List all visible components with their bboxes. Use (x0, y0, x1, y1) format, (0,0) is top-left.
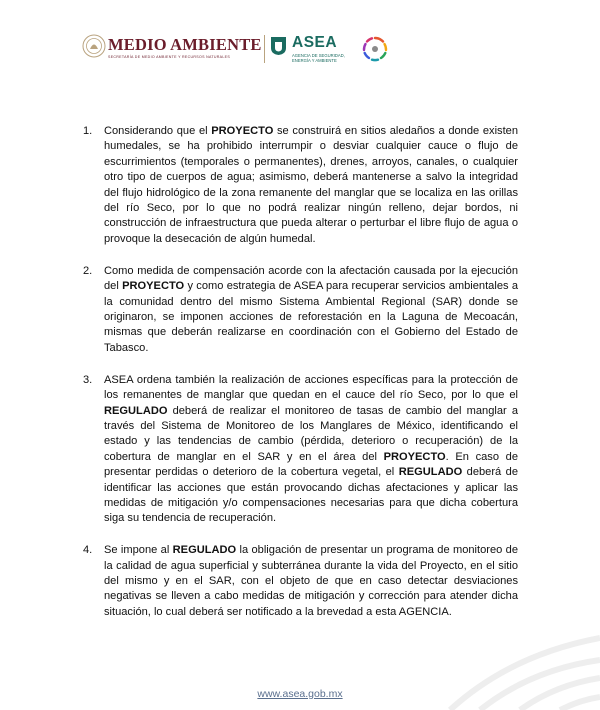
text-segment: y como estrategia de ASEA para recuperar servicios ambientales a la comunidad dentro del mismo Sistema Ambiental Regional (SAR) donde se originaron, se imponen acciones de reforestación en la Laguna de Mecoacán, mismas que deberán realizarse en coordinación con el Gobierno del Estado de Tabasco. (104, 280, 518, 354)
text-segment: Se impone al (104, 544, 173, 557)
list-item-text (104, 124, 518, 247)
bold-term: PROYECTO (122, 280, 185, 293)
letterhead (0, 26, 600, 76)
list-item-number: 1. (83, 125, 93, 137)
text-segment: deberá de identificar las acciones que están provocando dichas afectaciones y aplicar las medidas de mitigación y/o compensaciones necesarias para que dicha cobertura siga su tendencia de recuperación. (104, 466, 518, 525)
secretaria-name: MEDIO AMBIENTE (108, 35, 262, 54)
list-item-text (104, 373, 518, 527)
bold-term: REGULADO (104, 404, 168, 417)
list-item (83, 124, 518, 247)
bold-term: REGULADO (398, 466, 463, 479)
asea-shield-icon (270, 36, 287, 56)
bold-term: PROYECTO (211, 125, 274, 137)
text-segment: . En caso de presentar perdidas o deterioro de la cobertura vegetal, el (104, 450, 518, 479)
bold-term: REGULADO (172, 544, 237, 557)
bold-term: PROYECTO (383, 450, 446, 463)
text-segment: Considerando que el (104, 125, 212, 137)
text-segment: deberá de realizar el monitoreo de tasas de cambio del manglar a través del Sistema de Monitoreo de los Manglares de México, identificando el estado y las tendencias de cambio (pérdida, deterioro o recuperación) de la cobertura de manglar en el SAR y en el área del (104, 404, 518, 463)
colorful-ring-logo-icon (362, 36, 388, 62)
list-item (83, 373, 518, 527)
list-item-text (104, 264, 518, 356)
national-seal-icon (82, 34, 106, 58)
text-segment: la obligación de presentar un programa de monitoreo de la calidad de agua superficial y subterránea durante la vida del Proyecto, en el sitio del mismo y en el SAR, con el objeto de que en caso detectar desviaciones negativas se lleven a cabo medidas de mitigación y corrección para atender dicha situación, lo cual deberá ser notificado a la brevedad a esta AGENCIA. (104, 544, 518, 618)
list-item-number: 2. (83, 264, 93, 277)
text-segment: ASEA ordena también la realización de acciones específicas para la protección de los remanentes de manglar que quedan en el cauce del río Seco, por lo que el (104, 373, 518, 402)
list-item-number: 3. (83, 373, 93, 386)
agencia-subtitle-line: AGENCIA DE SEGURIDAD, (292, 53, 345, 58)
agencia-subtitle (292, 53, 352, 63)
header-divider (264, 35, 265, 63)
text-segment: Como medida de compensación acorde con la afectación causada por la ejecución del (104, 264, 518, 293)
agencia-name: ASEA (292, 34, 338, 51)
text-segment: se construirá en sitios aledaños a donde existen humedales, se ha prohibido interrumpir o desviar cualquier cauce o flujo de escurrimientos (temporales o permanentes), drenes, arroyos, canales, o cualquier otro tipo de cuerpos de agua; asimismo, deberá mantenerse a salvo la integridad del flujo hidrológico de la zona remanente del manglar que se localiza en las orillas del río Seco, por lo que no podrá realizar ningún relleno, dejar bordos, ni construcción de infraestructura que pueda alterar o perturbar el libre flujo de agua o provoque la desecación de algún humedal. (104, 125, 518, 245)
agencia-subtitle-line: ENERGÍA Y AMBIENTE (292, 58, 337, 63)
list-item (83, 264, 518, 356)
list-item-number: 4. (83, 544, 93, 557)
website-link[interactable]: www.asea.gob.mx (257, 688, 343, 700)
secretaria-subtitle: SECRETARÍA DE MEDIO AMBIENTE Y RECURSOS NATURALES (108, 55, 231, 59)
